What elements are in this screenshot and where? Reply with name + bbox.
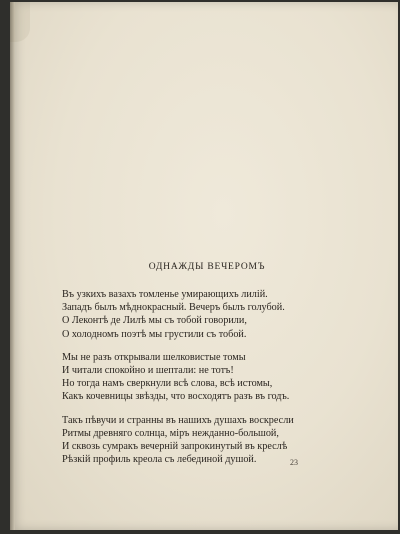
page-binding-edge	[10, 2, 15, 530]
page-stain	[10, 2, 30, 42]
poem-line: И читали спокойно и шептали: не тотъ!	[62, 365, 234, 377]
stanza-3	[62, 414, 352, 467]
poem	[62, 262, 352, 476]
page-number: 23	[290, 458, 298, 467]
poem-line: Какъ кочевницы звѣзды, что восходятъ разъ въ годъ.	[62, 391, 290, 403]
poem-line: Рѣзкій профиль креола съ лебединой душой.	[62, 454, 257, 466]
poem-line: Мы не разъ открывали шелковистые томы	[62, 351, 246, 363]
stanza-2	[62, 351, 352, 404]
poem-line: О Леконтѣ де Лилѣ мы съ тобой говорили,	[62, 315, 247, 327]
poem-line: И сквозь сумракъ вечерній запрокинутый въ креслѣ	[62, 441, 288, 453]
poem-line: Въ узкихъ вазахъ томленье умирающихъ лилій.	[62, 289, 268, 300]
book-page	[10, 2, 398, 530]
poem-line: О холодномъ поэтѣ мы грустили съ тобой.	[62, 328, 247, 340]
poem-line: Западъ былъ мѣднокрасный. Вечеръ былъ голубой.	[62, 302, 285, 314]
stanza-1	[62, 288, 352, 341]
poem-title: ОДНАЖДЫ ВЕЧЕРОМЪ	[148, 262, 266, 272]
poem-line: Но тогда намъ сверкнули всѣ слова, всѣ истомы,	[62, 378, 273, 390]
poem-line: Ритмы древняго солнца, міръ нежданно-большой,	[62, 427, 279, 439]
poem-line: Такъ пѣвучи и странны въ нашихъ душахъ воскресли	[62, 414, 294, 426]
